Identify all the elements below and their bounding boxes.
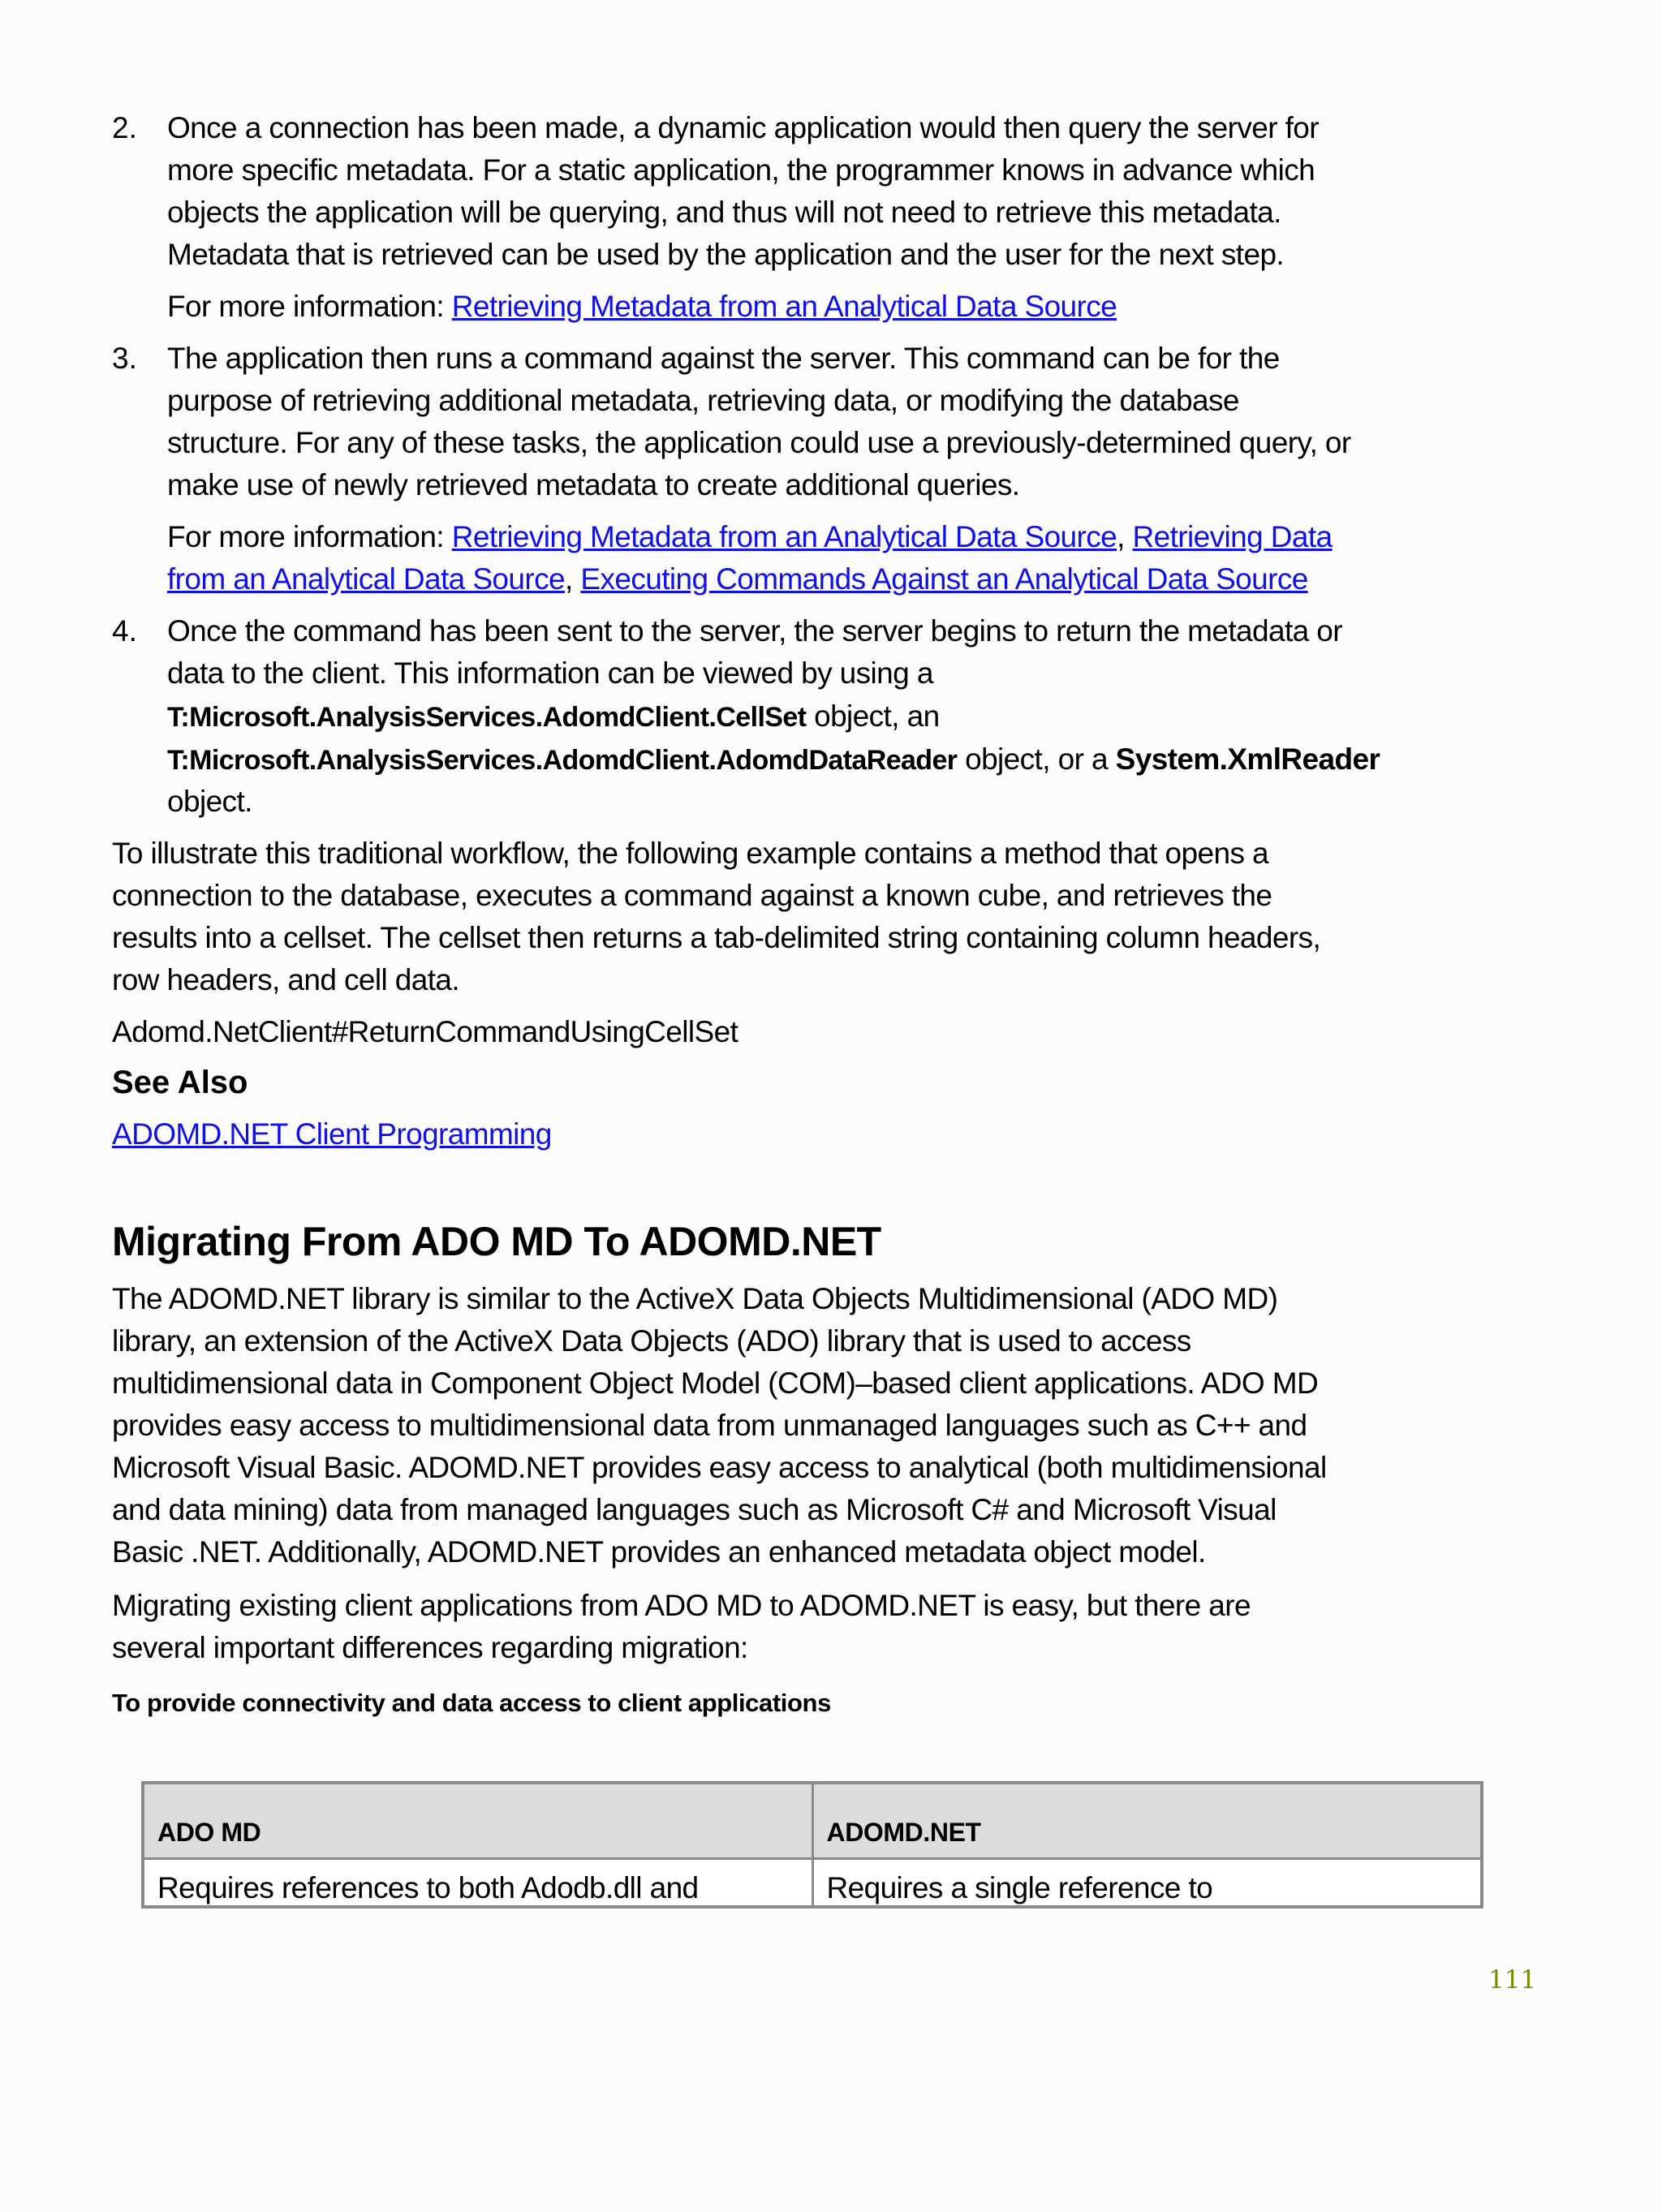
reader-class: T:Microsoft.AnalysisServices.AdomdClient.AdomdDataReader: [167, 745, 958, 776]
link-retrieving-metadata[interactable]: Retrieving Metadata from an Analytical Data Source: [451, 520, 1117, 553]
more-info-label: For more information:: [167, 290, 452, 323]
list-number: 4.: [112, 614, 137, 648]
text-line: connection to the database, executes a command against a known cube, and retrieves the: [112, 879, 1272, 912]
text-line: [167, 695, 940, 738]
page-number: 111: [1488, 1965, 1537, 1995]
table-cell: Requires a single reference to: [812, 1859, 1482, 1908]
separator: ,: [1117, 520, 1133, 553]
text-line: provides easy access to multidimensional data from unmanaged languages such as C++ and: [112, 1409, 1307, 1442]
text-line: data to the client. This information can be viewed by using a: [167, 656, 933, 690]
text-line: Migrating existing client applications from ADO MD to ADOMD.NET is easy, but there are: [112, 1589, 1251, 1622]
text-line: structure. For any of these tasks, the application could use a previously-determined query, or: [167, 426, 1351, 459]
column-header: ADOMD.NET: [812, 1783, 1482, 1859]
text: object, or a: [957, 742, 1116, 776]
text-line: Microsoft Visual Basic. ADOMD.NET provides easy access to analytical (both multidimensional: [112, 1451, 1327, 1484]
more-info: [167, 286, 1117, 328]
text-line: multidimensional data in Component Object Model (COM)–based client applications. ADO MD: [112, 1366, 1319, 1400]
table-cell: Requires references to both Adodb.dll and: [143, 1859, 812, 1908]
text-line: [167, 738, 1380, 781]
column-header: ADO MD: [143, 1783, 812, 1859]
text-line: several important differences regarding migration:: [112, 1631, 748, 1664]
comparison-table: [141, 1781, 1483, 1909]
link-retrieving-data[interactable]: Retrieving Data: [1132, 520, 1333, 553]
text-line: Metadata that is retrieved can be used by the application and the user for the next step.: [167, 238, 1285, 271]
text-line: and data mining) data from managed languages such as Microsoft C# and Microsoft Visual: [112, 1493, 1277, 1526]
see-also-heading: See Also: [112, 1065, 248, 1100]
xmlreader-class: System.XmlReader: [1115, 742, 1380, 776]
section-title: Migrating From ADO MD To ADOMD.NET: [112, 1219, 881, 1264]
text-line: make use of newly retrieved metadata to create additional queries.: [167, 468, 1020, 501]
text-line: Basic .NET. Additionally, ADOMD.NET provides an enhanced metadata object model.: [112, 1535, 1206, 1569]
link-adomd-client-programming[interactable]: ADOMD.NET Client Programming: [112, 1117, 552, 1151]
more-info: [167, 558, 1308, 600]
link-executing-commands[interactable]: Executing Commands Against an Analytical Data Source: [580, 562, 1308, 596]
text-line: To illustrate this traditional workflow, the following example contains a method that opens a: [112, 837, 1269, 870]
separator: ,: [564, 562, 581, 596]
text-line: The application then runs a command against the server. This command can be for the: [167, 342, 1280, 375]
text-line: results into a cellset. The cellset then returns a tab-delimited string containing column headers,: [112, 921, 1321, 954]
table-header-row: [143, 1783, 1482, 1859]
text-line: row headers, and cell data.: [112, 963, 460, 996]
list-number: 3.: [112, 342, 137, 375]
text-line: purpose of retrieving additional metadata, retrieving data, or modifying the database: [167, 384, 1239, 417]
table-row: [143, 1859, 1482, 1908]
list-number: 2.: [112, 111, 137, 144]
text-line: The ADOMD.NET library is similar to the ActiveX Data Objects Multidimensional (ADO MD): [112, 1282, 1278, 1315]
cellset-class: T:Microsoft.AnalysisServices.AdomdClient.CellSet: [167, 702, 807, 733]
more-info: [167, 516, 1333, 558]
text-line: Once a connection has been made, a dynamic application would then query the server for: [167, 111, 1320, 144]
text: object, an: [806, 699, 940, 733]
link-retrieving-data-cont[interactable]: from an Analytical Data Source: [167, 562, 565, 596]
subheading: To provide connectivity and data access to client applications: [112, 1689, 831, 1717]
text-line: objects the application will be querying, and thus will not need to retrieve this metadata.: [167, 196, 1281, 229]
text-line: more specific metadata. For a static application, the programmer knows in advance which: [167, 153, 1315, 187]
link-retrieving-metadata[interactable]: Retrieving Metadata from an Analytical Data Source: [451, 290, 1117, 323]
text-line: library, an extension of the ActiveX Data Objects (ADO) library that is used to access: [112, 1324, 1191, 1358]
text-line: Once the command has been sent to the server, the server begins to return the metadata or: [167, 614, 1343, 648]
code-reference: Adomd.NetClient#ReturnCommandUsingCellSet: [112, 1015, 738, 1048]
more-info-label: For more information:: [167, 520, 452, 553]
text-line: object.: [167, 785, 252, 818]
